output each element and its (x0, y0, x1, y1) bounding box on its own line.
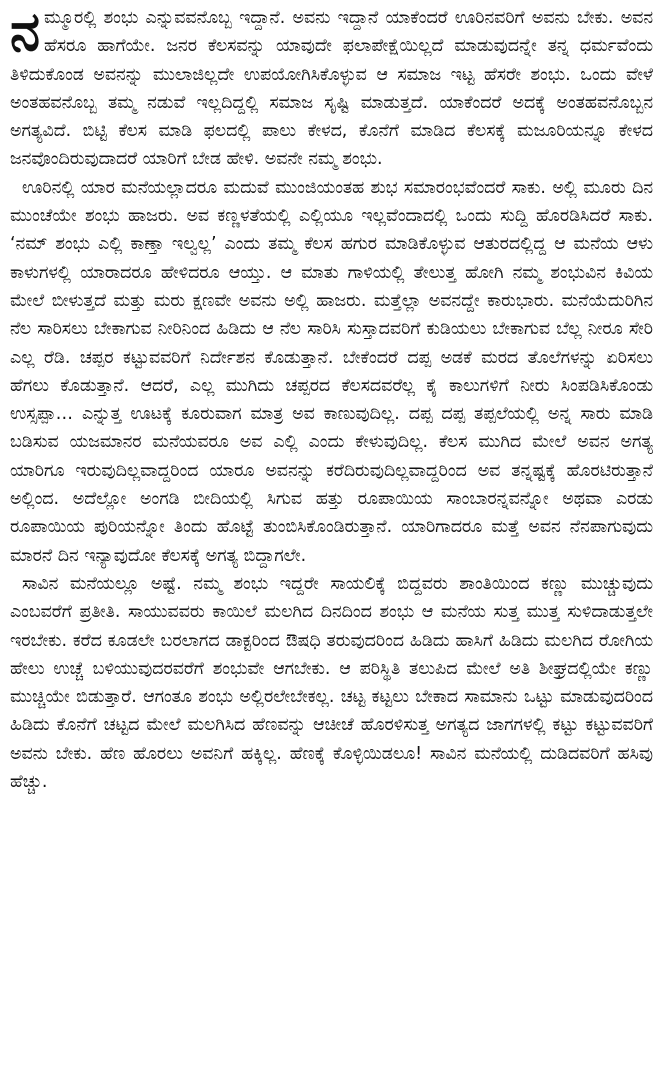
paragraph-3: ಸಾವಿನ ಮನೆಯಲ್ಲೂ ಅಷ್ಟೆ. ನಮ್ಮ ಶಂಭು ಇದ್ದರೇ ಸಾಯಲಿಕ್ಕೆ ಬಿದ್ದವರು ಶಾಂತಿಯಿಂದ ಕಣ್ಣು ಮುಚ್ಚುವುದು ಎಂಬವರೆಗೆ ಪ್ರತೀತಿ. ಸಾಯುವವರು ಕಾಯಿಲೆ ಮಲಗಿದ ದಿನದಿಂದ ಶಂಭು ಆ ಮನೆಯ ಸುತ್ತ ಮುತ್ತ ಸುಳಿದಾಡುತ್ತಲೇ ಇರಬೇಕು. ಕರೆದ ಕೂಡಲೇ ಬರಲಾಗದ ಡಾಕ್ಟರಿಂದ ಔಷಧಿ ತರುವುದರಿಂದ ಹಿಡಿದು ಹಾಸಿಗೆ ಹಿಡಿದು ಮಲಗಿದ ರೋಗಿಯ ಹೇಲು ಉಚ್ಚೆ ಬಳಿಯುವುದರವರೆಗೆ ಶಂಭುವೇ ಆಗಬೇಕು. ಆ ಪರಿಸ್ಥಿತಿ ತಲುಪಿದ ಮೇಲೆ ಅತಿ ಶೀಘ್ರದಲ್ಲಿಯೇ ಕಣ್ಣು ಮುಚ್ಚಿಯೇ ಬಿಡುತ್ತಾರೆ. ಆಗಂತೂ ಶಂಭು ಅಲ್ಲಿರಲೇಬೇಕಲ್ಲ. ಚಟ್ಟ ಕಟ್ಟಲು ಬೇಕಾದ ಸಾಮಾನು ಒಟ್ಟು ಮಾಡುವುದರಿಂದ ಹಿಡಿದು ಕೊನೆಗೆ ಚಟ್ಟದ ಮೇಲೆ ಮಲಗಿಸಿದ ಹೆಣವನ್ನು ಆಚೀಚೆ ಹೊರಳಿಸುತ್ತ ಅಗತ್ಯದ ಜಾಗಗಳಲ್ಲಿ ಕಟ್ಟು ಕಟ್ಟುವವರಿಗೆ ಅವನು ಬೇಕು. ಹೆಣ ಹೊರಲು ಅವನಿಗೆ ಹಕ್ಕಿಲ್ಲ. ಹೆಣಕ್ಕೆ ಕೊಳ್ಳಿಯಿಡಲೂ! ಸಾವಿನ ಮನೆಯಲ್ಲಿ ದುಡಿದವರಿಗೆ ಹಸಿವು ಹೆಚ್ಚು. (10, 573, 653, 793)
paragraph-2: ಊರಿನಲ್ಲಿ ಯಾರ ಮನೆಯಲ್ಲಾದರೂ ಮದುವೆ ಮುಂಜಿಯಂತಹ ಶುಭ ಸಮಾರಂಭವೆಂದರೆ ಸಾಕು. ಅಲ್ಲಿ ಮೂರು ದಿನ ಮುಂಚೆಯೇ ಶಂಭು ಹಾಜರು. ಅವ ಕಣ್ಣಳತೆಯಲ್ಲಿ ಎಲ್ಲಿಯೂ ಇಲ್ಲವೆಂದಾದಲ್ಲಿ ಒಂದು ಸುದ್ದಿ ಹೊರಡಿಸಿದರೆ ಸಾಕು. ‘ನಮ್ ಶಂಭು ಎಲ್ಲಿ ಕಾಣ್ತಾ ಇಲ್ವಲ್ಲ’ ಎಂದು ತಮ್ಮ ಕೆಲಸ ಹಗುರ ಮಾಡಿಕೊಳ್ಳುವ ಆತುರದಲ್ಲಿದ್ದ ಆ ಮನೆಯ ಆಳು ಕಾಳುಗಳಲ್ಲಿ ಯಾರಾದರೂ ಹೇಳಿದರೂ ಆಯ್ತು. ಆ ಮಾತು ಗಾಳಿಯಲ್ಲಿ ತೇಲುತ್ತ ಹೋಗಿ ನಮ್ಮ ಶಂಭುವಿನ ಕಿವಿಯ ಮೇಲೆ ಬೀಳುತ್ತದೆ ಮತ್ತು ಮರು ಕ್ಷಣವೇ ಅವನು ಅಲ್ಲಿ ಹಾಜರು. ಮತ್ತೆಲ್ಲಾ ಅವನದ್ದೇ ಕಾರುಭಾರು. ಮನೆಯೆದುರಿಗಿನ ನೆಲ ಸಾರಿಸಲು ಬೇಕಾಗುವ ನೀರಿನಿಂದ ಹಿಡಿದು ಆ ನೆಲ ಸಾರಿಸಿ ಸುಸ್ತಾದವರಿಗೆ ಕುಡಿಯಲು ಬೇಕಾಗುವ ಬೆಲ್ಲ ನೀರೂ ಸೇರಿ ಎಲ್ಲ ರೆಡಿ. ಚಪ್ಪರ ಕಟ್ಟುವವರಿಗೆ ನಿರ್ದೇಶನ ಕೊಡುತ್ತಾನೆ. ಬೇಕೆಂದರೆ ದಪ್ಪ ಅಡಕೆ ಮರದ ತೊಲೆಗಳನ್ನು ಏರಿಸಲು ಹೆಗಲು ಕೊಡುತ್ತಾನೆ. ಆದರೆ, ಎಲ್ಲ ಮುಗಿದು ಚಪ್ಪರದ ಕೆಲಸದವರೆಲ್ಲ ಕೈ ಕಾಲುಗಳಿಗೆ ನೀರು ಸಿಂಪಡಿಸಿಕೊಂಡು ಉಸ್ಸಪ್ಪಾ… ಎನ್ನುತ್ತ ಊಟಕ್ಕೆ ಕೂರುವಾಗ ಮಾತ್ರ ಅವ ಕಾಣುವುದಿಲ್ಲ. ದಪ್ಪ ದಪ್ಪ ತಪ್ಪಲೆಯಲ್ಲಿ ಅನ್ನ ಸಾರು ಮಾಡಿ ಬಡಿಸುವ ಯಜಮಾನರ ಮನೆಯವರೂ ಅವ ಎಲ್ಲಿ ಎಂದು ಕೇಳುವುದಿಲ್ಲ. ಕೆಲಸ ಮುಗಿದ ಮೇಲೆ ಅವನ ಅಗತ್ಯ ಯಾರಿಗೂ ಇರುವುದಿಲ್ಲವಾದ್ದರಿಂದ ಯಾರೂ ಅವನನ್ನು ಕರೆದಿರುವುದಿಲ್ಲವಾದ್ದರಿಂದ ಅವ ತನ್ನಷ್ಟಕ್ಕೆ ಹೊರಟಿರುತ್ತಾನೆ ಅಲ್ಲಿಂದ. ಅದೆಲ್ಲೋ ಅಂಗಡಿ ಬೀದಿಯಲ್ಲಿ ಸಿಗುವ ಹತ್ತು ರೂಪಾಯಿಯ ಸಾಂಬಾರನ್ನವನ್ನೋ ಅಥವಾ ಎರಡು ರೂಪಾಯಿಯ ಪುರಿಯನ್ನೋ ತಿಂದು ಹೊಟ್ಟೆ ತುಂಬಿಸಿಕೊಂಡಿರುತ್ತಾನೆ. ಯಾರಿಗಾದರೂ ಮತ್ತೆ ಅವನ ನೆನಪಾಗುವುದು ಮಾರನೆ ದಿನ ಇನ್ಯಾವುದೋ ಕೆಲಸಕ್ಕೆ ಅಗತ್ಯ ಬಿದ್ದಾಗಲೇ. (10, 177, 653, 566)
paragraph-1-text: ಮ್ಮೂರಲ್ಲಿ ಶಂಭು ಎನ್ನುವವನೊಬ್ಬ ಇದ್ದಾನೆ. ಅವನು ಇದ್ದಾನೆ ಯಾಕೆಂದರೆ ಊರಿನವರಿಗೆ ಅವನು ಬೇಕು. ಅವನ ಹೆಸರೂ ಹಾಗೆಯೇ. ಜನರ ಕೆಲಸವನ್ನು ಯಾವುದೇ ಫಲಾಪೇಕ್ಷೆಯಿಲ್ಲದೆ ಮಾಡುವುದನ್ನೇ ತನ್ನ ಧರ್ಮವೆಂದು ತಿಳಿದುಕೊಂಡ ಅವನನ್ನು ಮುಲಾಜಿಲ್ಲದೇ ಉಪಯೋಗಿಸಿಕೊಳ್ಳುವ ಆ ಸಮಾಜ ಇಟ್ಟ ಹೆಸರೇ ಶಂಭು. ಒಂದು ವೇಳೆ ಅಂತಹವನೊಬ್ಬ ತಮ್ಮ ನಡುವೆ ಇಲ್ಲದಿದ್ದಲ್ಲಿ ಸಮಾಜ ಸೃಷ್ಟಿ ಮಾಡುತ್ತದೆ. ಯಾಕೆಂದರೆ ಅದಕ್ಕೆ ಅಂತಹವನೊಬ್ಬನ ಅಗತ್ಯವಿದೆ. ಬಿಟ್ಟಿ ಕೆಲಸ ಮಾಡಿ ಫಲದಲ್ಲಿ ಪಾಲು ಕೇಳದ, ಕೊನೆಗೆ ಮಾಡಿದ ಕೆಲಸಕ್ಕೆ ಮಜೂರಿಯನ್ನೂ ಕೇಳದ ಜನವೊಂದಿರುವುದಾದರೆ ಯಾರಿಗೆ ಬೇಡ ಹೇಳಿ. ಅವನೇ ನಮ್ಮ ಶಂಭು. (10, 8, 653, 170)
paragraph-1 (10, 0, 653, 174)
drop-cap: ನ (10, 0, 41, 63)
